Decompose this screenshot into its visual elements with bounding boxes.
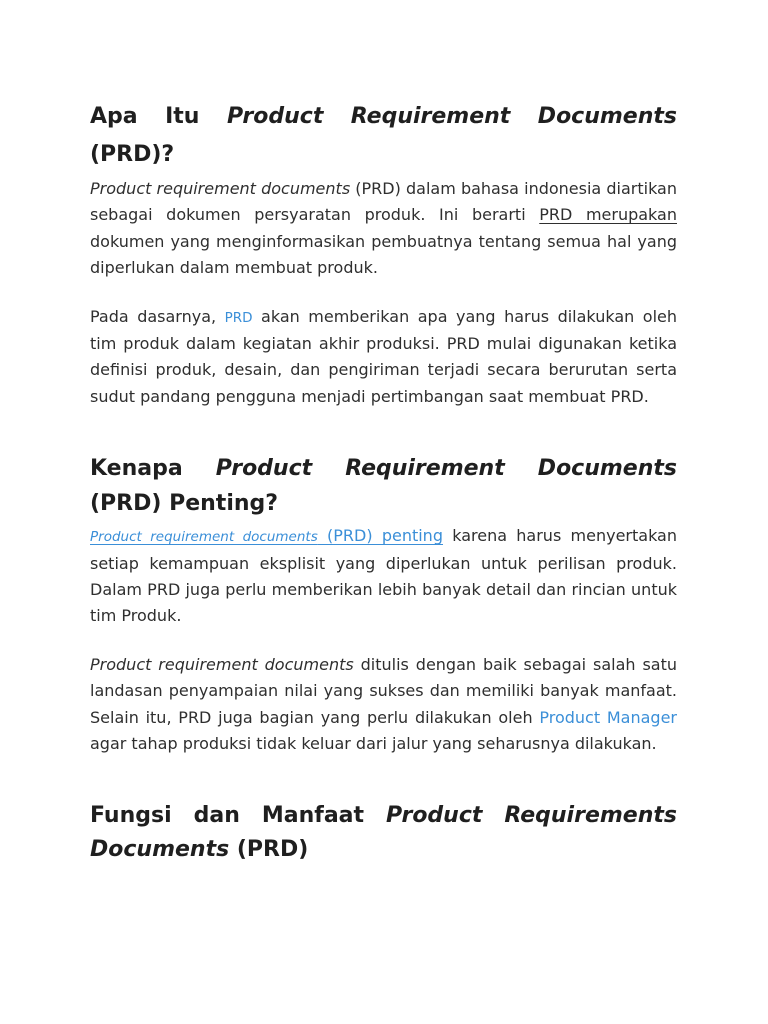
heading-italic: Product Requirement Documents <box>215 456 678 482</box>
paragraph-text: (PRD) dalam bahasa indonesia diartikan sebagai dokumen persyaratan produk. Ini berarti <box>90 179 678 225</box>
paragraph-text: agar tahap produksi tidak keluar dari jalur yang seharusnya dilakukan. <box>90 734 657 754</box>
paragraph-importance <box>90 523 677 630</box>
paragraph-text: ditulis dengan baik sebagai salah satu landasan penyampaian nilai yang sukses dan memiliki banyak manfaat. Selain itu, PRD juga bagian yang perlu dilakukan oleh <box>90 654 678 727</box>
paragraph-definition <box>90 176 677 282</box>
heading-prefix: Kenapa <box>90 456 216 482</box>
heading-what-is-prd <box>90 98 677 174</box>
heading-prefix: Apa Itu <box>90 104 227 129</box>
underlined-link-prd-merupakan[interactable]: PRD merupakan <box>539 205 677 225</box>
heading-italic: Product Requirements Documents <box>90 802 677 862</box>
paragraph-text: Pada dasarnya, <box>90 306 225 326</box>
paragraph-text: dokumen yang menginformasikan pembuatnya tentang semua hal yang diperlukan dalam membuat produk. <box>90 231 677 278</box>
heading-suffix: (PRD) <box>229 836 309 862</box>
link-italic-part: Product requirement documents <box>90 529 318 546</box>
heading-suffix: (PRD)? <box>90 142 175 167</box>
heading-prefix: Fungsi dan Manfaat <box>90 802 387 828</box>
heading-italic: Product Requirement Documents <box>226 104 677 129</box>
paragraph-basics <box>90 304 677 411</box>
heading-functions-benefits <box>90 799 677 867</box>
paragraph-benefits <box>90 652 677 758</box>
paragraph-text: karena harus menyertakan setiap kemampuan eksplisit yang diperlukan untuk perilisan produk. Dalam PRD juga perlu memberikan lebih banyak detail dan rincian untuk tim Produk. <box>90 526 678 626</box>
paragraph-text: akan memberikan apa yang harus dilakukan oleh tim produk dalam kegiatan akhir produksi. PRD mulai digunakan ketika definisi produk, desain, dan pengiriman terjadi secara berurutan serta sudut pandang pengguna menjadi pertimbangan saat membuat PRD. <box>90 306 678 406</box>
heading-why-prd-important <box>90 451 677 521</box>
link-product-manager[interactable]: Product Manager <box>539 707 678 727</box>
link-rest-part: (PRD) penting <box>317 526 443 546</box>
article <box>90 98 677 867</box>
italic-term: Product requirement documents <box>90 654 354 674</box>
italic-term: Product requirement documents <box>90 179 351 198</box>
link-prd-penting[interactable] <box>90 526 443 545</box>
heading-suffix: (PRD) Penting? <box>90 491 279 517</box>
link-prd[interactable]: PRD <box>224 309 253 326</box>
